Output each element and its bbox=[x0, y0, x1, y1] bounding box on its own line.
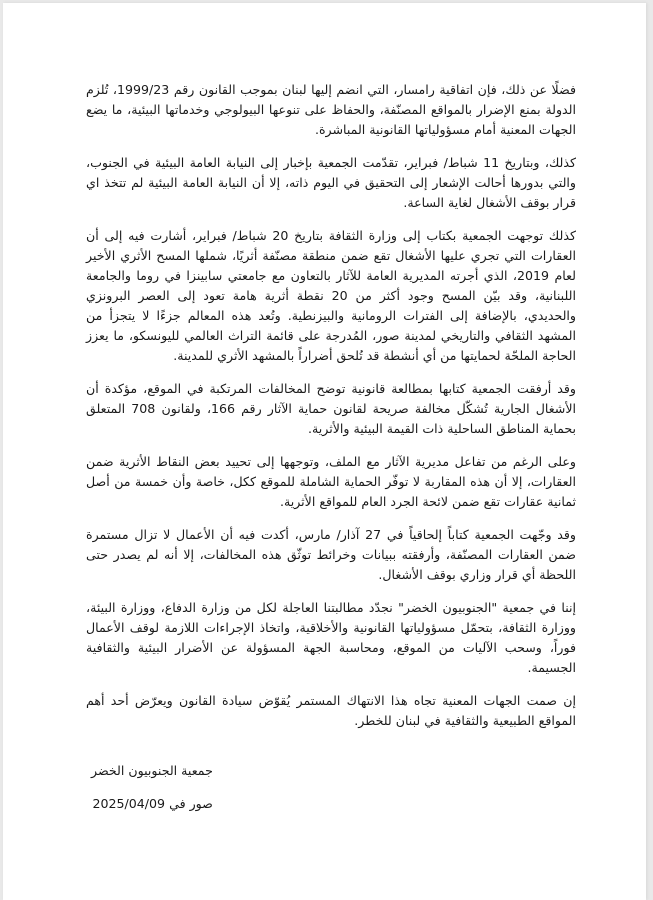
paragraph-legal-review: وقد أرفقت الجمعية كتابها بمطالعة قانونية توضح المخالفات المرتكبة في الموقع، مؤكدة أن الأشغال الجارية تُشكّل مخالفة صريحة لقانون حماية الآثار رقم 166، ولقانون 708 المتعلق بحماية المناطق الساحلية ذات القيمة البيئية والأثرية. bbox=[86, 381, 576, 436]
paragraph-ministry-of-culture: كذلك توجهت الجمعية بكتاب إلى وزارة الثقافة بتاريخ 20 شباط/ فبراير، أشارت فيه إلى أن العقارات التي تجري عليها الأشغال تقع ضمن منطقة مصنّفة أثريًا، شملها المسح الأثري الأخير لعام 2019، الذي أجرته المديرية العامة للآثار بالتعاون مع جامعتي سابينزا في روما والجامعة اللبنانية، وقد بيّن المسح وجود أكثر من 20 نقطة أثرية هامة تعود إلى العصر البرونزي والحديدي، بالإضافة إلى الفترات الرومانية والبيزنطية. وتُعد هذه المعالم جزءًا لا يتجزأ من المشهد الثقافي والتاريخي لمدينة صور، المُدرجة على قائمة التراث العالمي لليونسكو، ما يعزز الحاجة الملحّة لحمايتها من أي أنشطة قد تُلحق أضراراً بالمشهد الأثري للمدينة. bbox=[86, 228, 576, 363]
document-page bbox=[3, 3, 646, 900]
paragraph-demands: إننا في جمعية "الجنوبيون الخضر" نجدّد مطالبتنا العاجلة لكل من وزارة الدفاع، ووزارة البيئة، ووزارة الثقافة، بتحمّل مسؤولياتها القانونية والأخلاقية، واتخاذ الإجراءات اللازمة لوقف الأعمال فوراً، وسحب الآليات من الموقع، ومحاسبة الجهة المسؤولة عن الأضرار البيئية والثقافية الجسيمة. bbox=[86, 600, 576, 675]
paragraph-ramsar: فضلًا عن ذلك، فإن اتفاقية رامسار، التي انضم إليها لبنان بموجب القانون رقم 1999/23، تُلزم الدولة بمنع الإضرار بالمواقع المصنّفة، والحفاظ على تنوعها البيولوجي وخدماتها البيئية، ما يضع الجهات المعنية أمام مسؤولياتها القانونية المباشرة. bbox=[86, 82, 576, 137]
document-body bbox=[86, 80, 576, 744]
paragraph-follow-up-letter: وقد وجّهت الجمعية كتاباً إلحاقياً في 27 آذار/ مارس، أكدت فيه أن الأعمال لا تزال مستمرة ضمن العقارات المصنّفة، وأرفقته ببيانات وخرائط توثّق هذه المخالفات، إلا أنه لم يصدر حتى اللحظة أي قرار وزاري بوقف الأشغال. bbox=[86, 527, 576, 582]
paragraph-conclusion: إن صمت الجهات المعنية تجاه هذا الانتهاك المستمر يُقوّض سيادة القانون ويعرّض أحد أهم المواقع الطبيعية والثقافية في لبنان للخطر. bbox=[86, 693, 576, 728]
signature-organization: جمعية الجنوبيون الخضر bbox=[91, 763, 213, 778]
signature-place-date: صور في 2025/04/09 bbox=[92, 796, 213, 811]
signature-block bbox=[91, 761, 213, 827]
paragraph-environmental-prosecution: كذلك، وبتاريخ 11 شباط/ فبراير، تقدّمت الجمعية بإخبار إلى النيابة العامة البيئية في الجنوب، والتي بدورها أحالت الإشعار إلى التحقيق في اليوم ذاته، إلا أن النيابة العامة البيئية لم تتخذ اي قرار بوقف الأشغال لغاية الساعة. bbox=[86, 155, 577, 210]
paragraph-antiquities-directorate: وعلى الرغم من تفاعل مديرية الآثار مع الملف، وتوجهها إلى تحييد بعض النقاط الأثرية ضمن العقارات، إلا أن هذه المقاربة لا توفّر الحماية الشاملة للموقع ككل، خاصة وأن خمسة من أصل ثمانية عقارات تقع ضمن لائحة الجرد العام للمواقع الأثرية. bbox=[86, 454, 576, 509]
